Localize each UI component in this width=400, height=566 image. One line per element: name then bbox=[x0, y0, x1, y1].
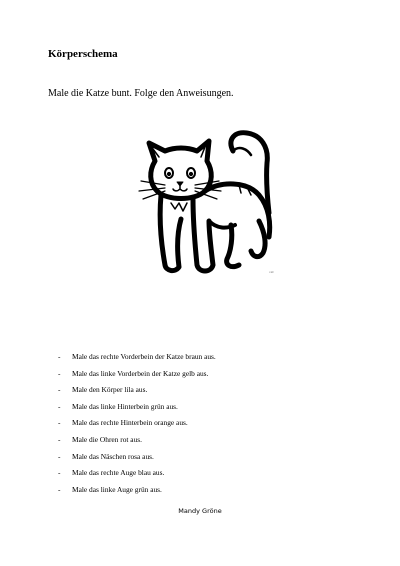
bullet-dash: - bbox=[58, 418, 61, 428]
task-text: Male das linke Auge grün aus. bbox=[72, 484, 162, 494]
task-text: Male das Näschen rosa aus. bbox=[72, 451, 154, 461]
bullet-dash: - bbox=[58, 401, 61, 411]
bullet-dash: - bbox=[58, 368, 61, 378]
task-text: Male das linke Vorderbein der Katze gelb aus. bbox=[72, 368, 209, 378]
list-item bbox=[58, 468, 216, 485]
bullet-dash: - bbox=[58, 352, 61, 361]
bullet-dash: - bbox=[58, 468, 61, 478]
instruction-text: Male die Katze bunt. Folge den Anweisungen. bbox=[48, 88, 234, 99]
list-item bbox=[58, 485, 216, 502]
bullet-dash: - bbox=[58, 385, 61, 395]
bullet-dash: - bbox=[58, 434, 61, 444]
list-item bbox=[58, 435, 216, 452]
bullet-dash: - bbox=[58, 451, 61, 461]
author-footer: Mandy Gröne bbox=[178, 507, 222, 515]
list-item bbox=[58, 402, 216, 419]
task-text: Male das rechte Hinterbein orange aus. bbox=[72, 418, 188, 428]
task-text: Male das linke Hinterbein grün aus. bbox=[72, 401, 178, 411]
page-title: Körperschema bbox=[48, 48, 118, 60]
task-list bbox=[58, 352, 216, 501]
list-item bbox=[58, 452, 216, 469]
list-item bbox=[58, 369, 216, 386]
bullet-dash: - bbox=[58, 484, 61, 494]
cat-drawing bbox=[135, 125, 280, 280]
task-text: Male den Körper lila aus. bbox=[72, 385, 148, 395]
list-item bbox=[58, 418, 216, 435]
list-item bbox=[58, 385, 216, 402]
task-text: Male die Ohren rot aus. bbox=[72, 434, 142, 444]
task-text: Male das rechte Vorderbein der Katze braun aus. bbox=[72, 352, 216, 361]
image-credit-mark: cat bbox=[269, 270, 274, 274]
task-text: Male das rechte Auge blau aus. bbox=[72, 468, 165, 478]
list-item bbox=[58, 352, 216, 369]
